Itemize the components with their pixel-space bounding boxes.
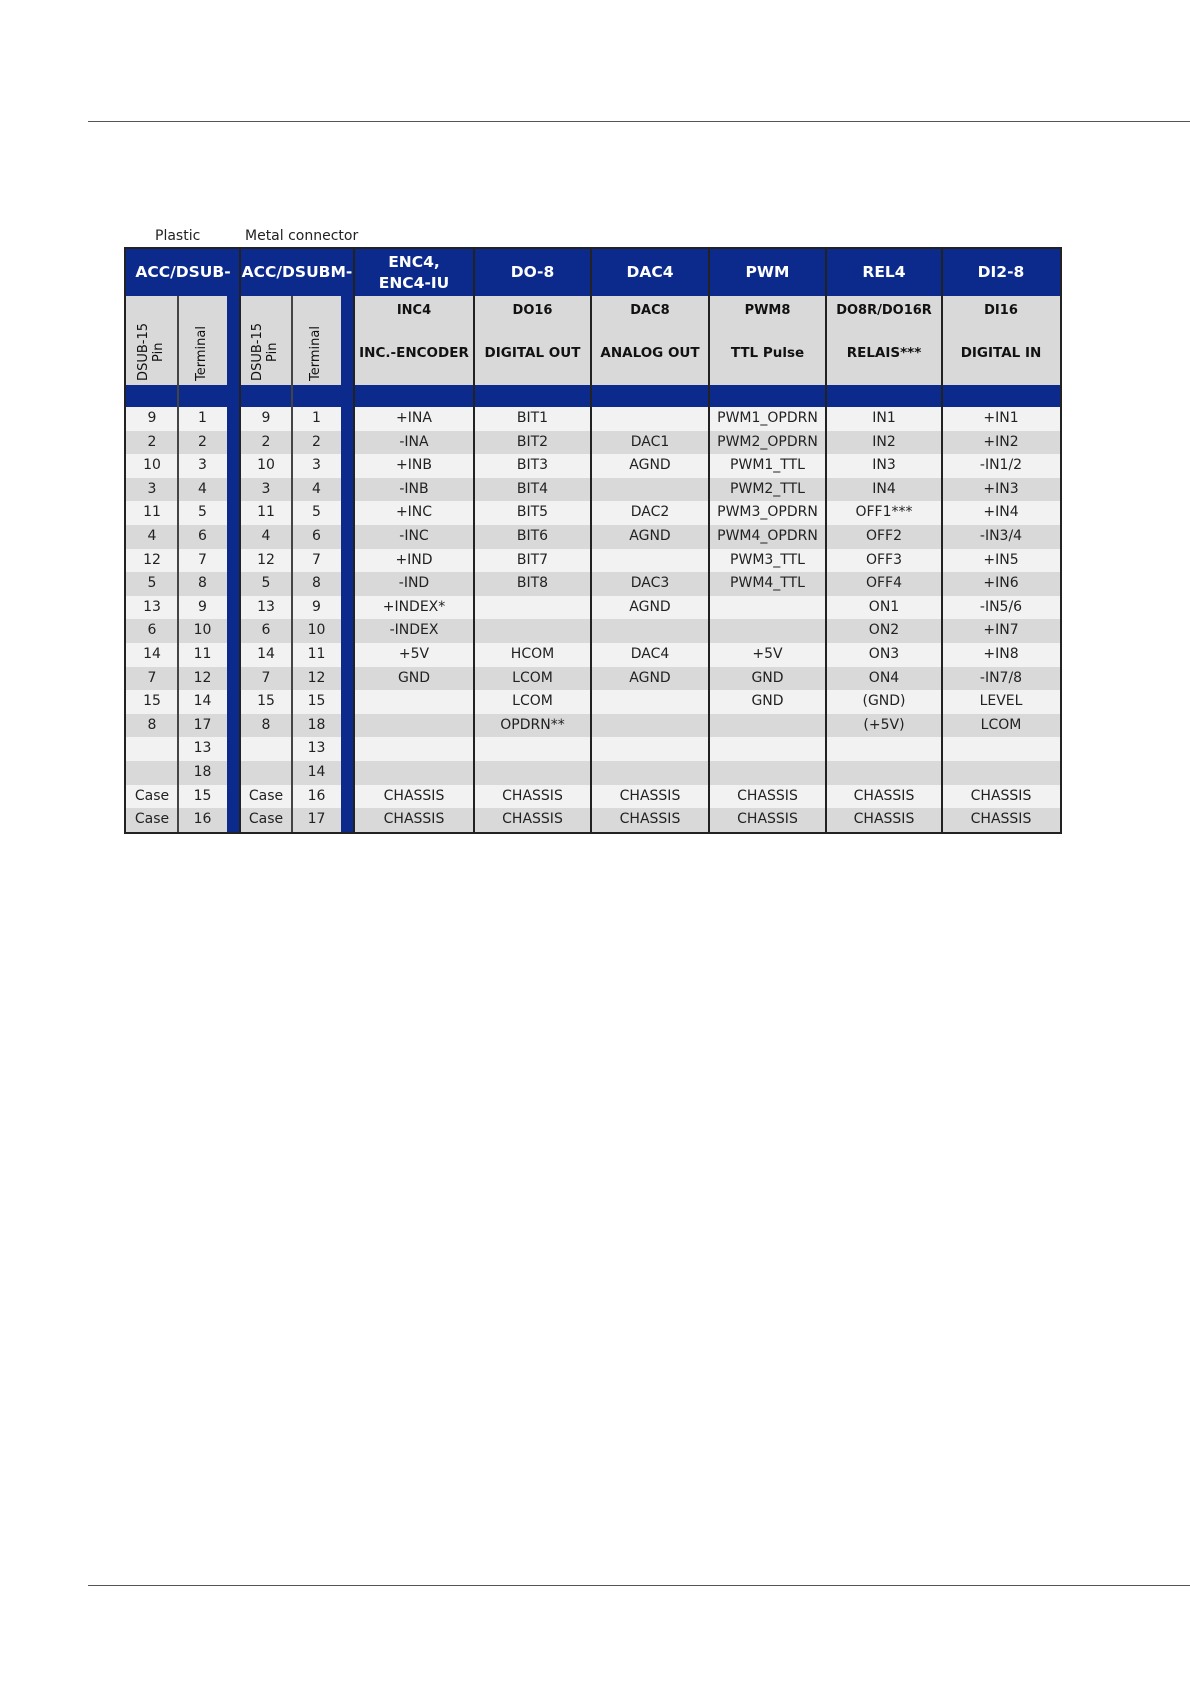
table-cell: 10 (240, 454, 292, 478)
subheader-dsub-pin (126, 296, 178, 385)
table-cell: 14 (178, 690, 227, 714)
header-acc-dsubm: ACC/DSUBM- (240, 249, 354, 296)
table-cell: -IN7/8 (942, 667, 1060, 691)
table-cell: 12 (126, 549, 178, 573)
table-cell: BIT2 (474, 431, 591, 455)
table-cell: PWM2_OPDRN (709, 431, 826, 455)
table-cell: 18 (178, 761, 227, 785)
table-cell: ON1 (826, 596, 942, 620)
table-cell: LCOM (474, 667, 591, 691)
table-cell: 11 (240, 501, 292, 525)
subheader-dsubm-pin (240, 296, 292, 385)
table-cell (709, 714, 826, 738)
table-cell (591, 761, 709, 785)
separator-band (126, 385, 1060, 407)
table-cell (474, 596, 591, 620)
table-cell: 6 (126, 619, 178, 643)
table-cell: OFF2 (826, 525, 942, 549)
column-divider (708, 249, 710, 832)
table-cell: CHASSIS (709, 808, 826, 832)
table-cell: 15 (292, 690, 341, 714)
table-cell: CHASSIS (942, 785, 1060, 809)
table-cell: CHASSIS (354, 785, 474, 809)
table-cell: 9 (178, 596, 227, 620)
subheader-col-5 (942, 296, 1060, 385)
table-cell: 4 (178, 478, 227, 502)
table-cell: AGND (591, 596, 709, 620)
table-cell: 7 (126, 667, 178, 691)
table-cell: 7 (292, 549, 341, 573)
table-cell: -INDEX (354, 619, 474, 643)
table-cell (591, 714, 709, 738)
header-enc4: ENC4, ENC4-IU (354, 249, 474, 296)
table-cell: 9 (126, 407, 178, 431)
table-cell: 7 (178, 549, 227, 573)
column-divider (177, 296, 179, 832)
table-cell: (GND) (826, 690, 942, 714)
table-cell: AGND (591, 454, 709, 478)
table-cell: +INB (354, 454, 474, 478)
table-cell: +IN4 (942, 501, 1060, 525)
table-cell (354, 690, 474, 714)
header-rule (88, 121, 1190, 122)
table-cell: DAC3 (591, 572, 709, 596)
table-cell: -INC (354, 525, 474, 549)
table-cell: +IN7 (942, 619, 1060, 643)
table-cell: 4 (292, 478, 341, 502)
subheader-col-1 (474, 296, 591, 385)
table-cell: 3 (126, 478, 178, 502)
table-cell: 13 (292, 737, 341, 761)
table-cell (591, 737, 709, 761)
table-cell (354, 714, 474, 738)
table-cell: 5 (126, 572, 178, 596)
subheader-code: INC4 (396, 303, 432, 318)
table-cell (826, 761, 942, 785)
table-cell: 18 (292, 714, 341, 738)
table-cell: PWM3_TTL (709, 549, 826, 573)
table-cell (709, 619, 826, 643)
header-rel4: REL4 (826, 249, 942, 296)
table-cell: PWM4_OPDRN (709, 525, 826, 549)
table-cell: BIT4 (474, 478, 591, 502)
table-cell: LEVEL (942, 690, 1060, 714)
column-divider (941, 249, 943, 832)
subheader-code: DAC8 (630, 303, 670, 318)
table-cell: OPDRN** (474, 714, 591, 738)
table-cell: Case (240, 808, 292, 832)
table-cell: GND (354, 667, 474, 691)
subheader-code: DO16 (512, 303, 553, 318)
table-cell: 16 (292, 785, 341, 809)
table-cell (240, 737, 292, 761)
table-cell (474, 737, 591, 761)
table-cell: PWM1_TTL (709, 454, 826, 478)
table-cell: 14 (240, 643, 292, 667)
table-cell: 2 (178, 431, 227, 455)
table-cell: 2 (292, 431, 341, 455)
subheader-code: DO8R/DO16R (836, 303, 932, 318)
header-di2-8: DI2-8 (942, 249, 1060, 296)
subheader-col-0 (354, 296, 474, 385)
table-cell: Case (240, 785, 292, 809)
table-cell: +IND (354, 549, 474, 573)
table-cell: IN2 (826, 431, 942, 455)
table-cell: 5 (178, 501, 227, 525)
table-cell: CHASSIS (709, 785, 826, 809)
table-cell: PWM2_TTL (709, 478, 826, 502)
table-cell: 6 (240, 619, 292, 643)
subheader-code: DI16 (984, 303, 1018, 318)
table-cell: PWM1_OPDRN (709, 407, 826, 431)
subheader-desc: INC.-ENCODER (359, 345, 469, 362)
table-cell: PWM3_OPDRN (709, 501, 826, 525)
table-cell: AGND (591, 525, 709, 549)
table-cell: CHASSIS (591, 808, 709, 832)
table-cell: BIT8 (474, 572, 591, 596)
table-cell (354, 761, 474, 785)
table-cell: 4 (240, 525, 292, 549)
table-cell: 6 (292, 525, 341, 549)
table-cell: CHASSIS (474, 785, 591, 809)
table-cell (591, 549, 709, 573)
subheader-desc: DIGITAL OUT (484, 345, 581, 362)
table-cell: HCOM (474, 643, 591, 667)
pinout-table (124, 247, 1062, 834)
subheader-dsub-pin-text: DSUB-15 Pin (136, 323, 166, 381)
table-cell: -IN1/2 (942, 454, 1060, 478)
table-cell (591, 478, 709, 502)
table-cell: CHASSIS (591, 785, 709, 809)
table-cell (126, 737, 178, 761)
caption-plastic: Plastic (155, 228, 201, 244)
table-cell: IN4 (826, 478, 942, 502)
table-cell: +IN1 (942, 407, 1060, 431)
table-cell (591, 619, 709, 643)
table-cell: GND (709, 667, 826, 691)
column-divider (291, 296, 293, 832)
table-cell: 2 (240, 431, 292, 455)
table-cell: -IN5/6 (942, 596, 1060, 620)
header-dac4: DAC4 (591, 249, 709, 296)
caption-metal-connector: Metal connector (245, 228, 359, 244)
table-cell (354, 737, 474, 761)
table-cell: OFF4 (826, 572, 942, 596)
table-cell: 9 (240, 407, 292, 431)
table-cell: 10 (178, 619, 227, 643)
table-cell (126, 761, 178, 785)
table-cell: +INC (354, 501, 474, 525)
table-cell (826, 737, 942, 761)
table-cell: 5 (292, 501, 341, 525)
table-cell (709, 596, 826, 620)
table-cell: BIT5 (474, 501, 591, 525)
table-cell: +IN2 (942, 431, 1060, 455)
table-cell (709, 761, 826, 785)
header-acc-dsub: ACC/DSUB- (126, 249, 240, 296)
table-cell: CHASSIS (826, 808, 942, 832)
table-cell: +5V (354, 643, 474, 667)
table-cell: 13 (126, 596, 178, 620)
table-cell: 9 (292, 596, 341, 620)
table-cell: LCOM (942, 714, 1060, 738)
table-cell: DAC1 (591, 431, 709, 455)
column-divider (239, 249, 241, 832)
table-cell (591, 407, 709, 431)
table-cell: 2 (126, 431, 178, 455)
table-cell: 11 (292, 643, 341, 667)
table-cell: BIT3 (474, 454, 591, 478)
subheader-desc: DIGITAL IN (960, 345, 1042, 362)
table-cell (942, 737, 1060, 761)
table-cell: 8 (240, 714, 292, 738)
table-cell: -IND (354, 572, 474, 596)
table-cell: 1 (178, 407, 227, 431)
column-divider (353, 249, 355, 832)
table-cell: 12 (240, 549, 292, 573)
table-cell: 11 (126, 501, 178, 525)
table-cell: 3 (292, 454, 341, 478)
table-cell: 5 (240, 572, 292, 596)
table-cell: CHASSIS (474, 808, 591, 832)
table-cell: 12 (178, 667, 227, 691)
table-cell (474, 761, 591, 785)
table-cell: 15 (126, 690, 178, 714)
table-cell: 17 (178, 714, 227, 738)
table-cell: CHASSIS (942, 808, 1060, 832)
table-cell: DAC2 (591, 501, 709, 525)
table-cell: -INA (354, 431, 474, 455)
table-cell: CHASSIS (354, 808, 474, 832)
subheader-desc: RELAIS*** (846, 345, 922, 362)
column-divider (825, 249, 827, 832)
table-cell (240, 761, 292, 785)
table-cell: BIT1 (474, 407, 591, 431)
subheader-desc: TTL Pulse (730, 345, 805, 362)
table-cell: DAC4 (591, 643, 709, 667)
subheader-dsubm-pin-text: DSUB-15 Pin (250, 323, 280, 381)
table-cell: GND (709, 690, 826, 714)
table-cell: 4 (126, 525, 178, 549)
table-cell: +IN6 (942, 572, 1060, 596)
table-cell: OFF1*** (826, 501, 942, 525)
table-cell: 14 (292, 761, 341, 785)
table-cell: 13 (240, 596, 292, 620)
column-divider (590, 249, 592, 832)
table-cell: IN1 (826, 407, 942, 431)
subheader-terminal-text: Terminal (194, 326, 210, 381)
table-cell (474, 619, 591, 643)
table-cell: 10 (126, 454, 178, 478)
footer-rule (88, 1585, 1190, 1586)
table-cell (942, 761, 1060, 785)
table-cell: 17 (292, 808, 341, 832)
table-cell: 3 (240, 478, 292, 502)
header-pwm: PWM (709, 249, 826, 296)
table-cell: +INA (354, 407, 474, 431)
table-cell: -INB (354, 478, 474, 502)
table-cell: 8 (178, 572, 227, 596)
table-cell: 8 (126, 714, 178, 738)
subheader-desc: ANALOG OUT (600, 345, 700, 362)
table-cell: 10 (292, 619, 341, 643)
table-cell: 1 (292, 407, 341, 431)
table-cell: +IN5 (942, 549, 1060, 573)
subheader-terminal-metal-text: Terminal (308, 326, 324, 381)
table-cell: PWM4_TTL (709, 572, 826, 596)
table-cell: ON3 (826, 643, 942, 667)
subheader-code: PWM8 (744, 303, 791, 318)
table-cell: BIT7 (474, 549, 591, 573)
table-cell: AGND (591, 667, 709, 691)
table-cell: OFF3 (826, 549, 942, 573)
subheader-col-4 (826, 296, 942, 385)
subheader-col-2 (591, 296, 709, 385)
table-cell: +INDEX* (354, 596, 474, 620)
table-cell: 7 (240, 667, 292, 691)
table-cell: LCOM (474, 690, 591, 714)
table-cell: 3 (178, 454, 227, 478)
table-cell: +IN3 (942, 478, 1060, 502)
header-do8: DO-8 (474, 249, 591, 296)
table-cell: CHASSIS (826, 785, 942, 809)
subheader-col-3 (709, 296, 826, 385)
table-cell: 14 (126, 643, 178, 667)
table-cell: (+5V) (826, 714, 942, 738)
table-cell: 15 (240, 690, 292, 714)
table-cell: +IN8 (942, 643, 1060, 667)
column-divider (473, 249, 475, 832)
table-cell: Case (126, 785, 178, 809)
table-cell: BIT6 (474, 525, 591, 549)
subheader-terminal (178, 296, 227, 385)
table-cell: 13 (178, 737, 227, 761)
table-cell: 16 (178, 808, 227, 832)
table-cell: 8 (292, 572, 341, 596)
table-cell: ON4 (826, 667, 942, 691)
subheader-terminal-metal (292, 296, 341, 385)
table-cell: 15 (178, 785, 227, 809)
table-cell: IN3 (826, 454, 942, 478)
table-cell: ON2 (826, 619, 942, 643)
table-cell (709, 737, 826, 761)
table-cell: -IN3/4 (942, 525, 1060, 549)
table-cell: 11 (178, 643, 227, 667)
table-cell (591, 690, 709, 714)
table-cell: 12 (292, 667, 341, 691)
table-cell: 6 (178, 525, 227, 549)
table-cell: Case (126, 808, 178, 832)
table-cell: +5V (709, 643, 826, 667)
